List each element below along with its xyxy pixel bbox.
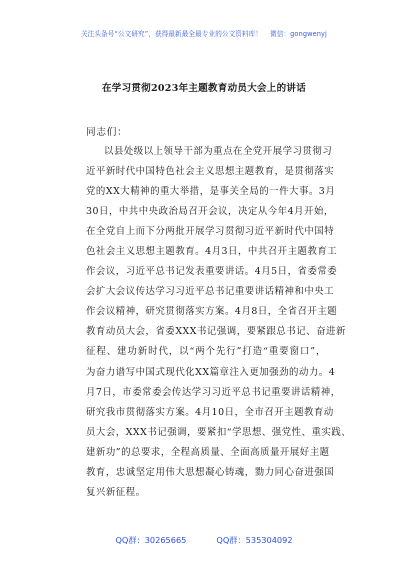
paragraph-line: 员大会，XXX书记强调，要紧扣“学思想、强党性、重实践、 xyxy=(86,426,352,438)
paragraph-line: 月7日，市委常委会传达学习习近平总书记重要讲话精神， xyxy=(86,386,341,398)
document-body xyxy=(86,142,352,503)
header-notice xyxy=(0,28,408,38)
paragraph-line: 研究我市贯彻落实方案。4月10日，全市召开主题教育动 xyxy=(86,406,334,418)
footer-contacts xyxy=(0,535,408,546)
paragraph-line: 党的XX大精神的重大举措，是事关全局的一件大事。3月 xyxy=(86,186,336,198)
paragraph-line: 色社会主义思想主题教育。4月3日，中共召开主题教育工 xyxy=(86,246,338,258)
paragraph-line: 近平新时代中国特色社会主义思想主题教育，是贯彻落实 xyxy=(86,166,335,178)
paragraph-line: 教育动员大会，省委XXX书记强调，要紧跟总书记、奋进新 xyxy=(86,326,346,338)
paragraph-line: 在全党自上而下分两批开展学习贯彻习近平新时代中国特 xyxy=(86,226,335,238)
document-title: 在学习贯彻2023年主题教育动员大会上的讲话 xyxy=(101,83,307,94)
paragraph-line: 会扩大会议传达学习习近平总书记重要讲话精神和中央工 xyxy=(86,286,335,298)
paragraph-line: 为奋力谱写中国式现代化XX篇章注入更加强劲的动力。4 xyxy=(86,366,336,378)
footer-qq-group-2: QQ群：535304092 xyxy=(216,535,293,545)
paragraph-line: 征程、建功新时代，以“两个先行”打造“重要窗口”， xyxy=(86,346,326,358)
paragraph-line: 作会议，习近平总书记发表重要讲话。4月5日，省委常委 xyxy=(86,266,338,278)
paragraph-line: 教育，忠诚坚定用伟大思想凝心铸魂，勠力同心奋进强国 xyxy=(86,466,335,478)
paragraph-line: 建新功”的总要求，全程高质量、全面高质量开展好主题 xyxy=(86,446,330,458)
header-wechat: 微信：gongwenyj xyxy=(270,30,327,38)
paragraph-line: 30日，中共中央政治局召开会议，决定从今年4月开始， xyxy=(86,206,334,218)
paragraph-line: 以县处级以上领导干部为重点在全党开展学习贯彻习 xyxy=(104,146,333,157)
footer-qq-group-1: QQ群：30265665 xyxy=(115,535,187,545)
salutation: 同志们： xyxy=(86,127,128,138)
paragraph-line: 作会议精神，研究贯彻落实方案。4月8日，全省召开主题 xyxy=(86,306,338,318)
paragraph-line: 复兴新征程。 xyxy=(86,486,146,498)
header-notice-text: 关注头条号“公文研究”，获得最新最全最专业的公文资料库！ xyxy=(80,30,263,38)
